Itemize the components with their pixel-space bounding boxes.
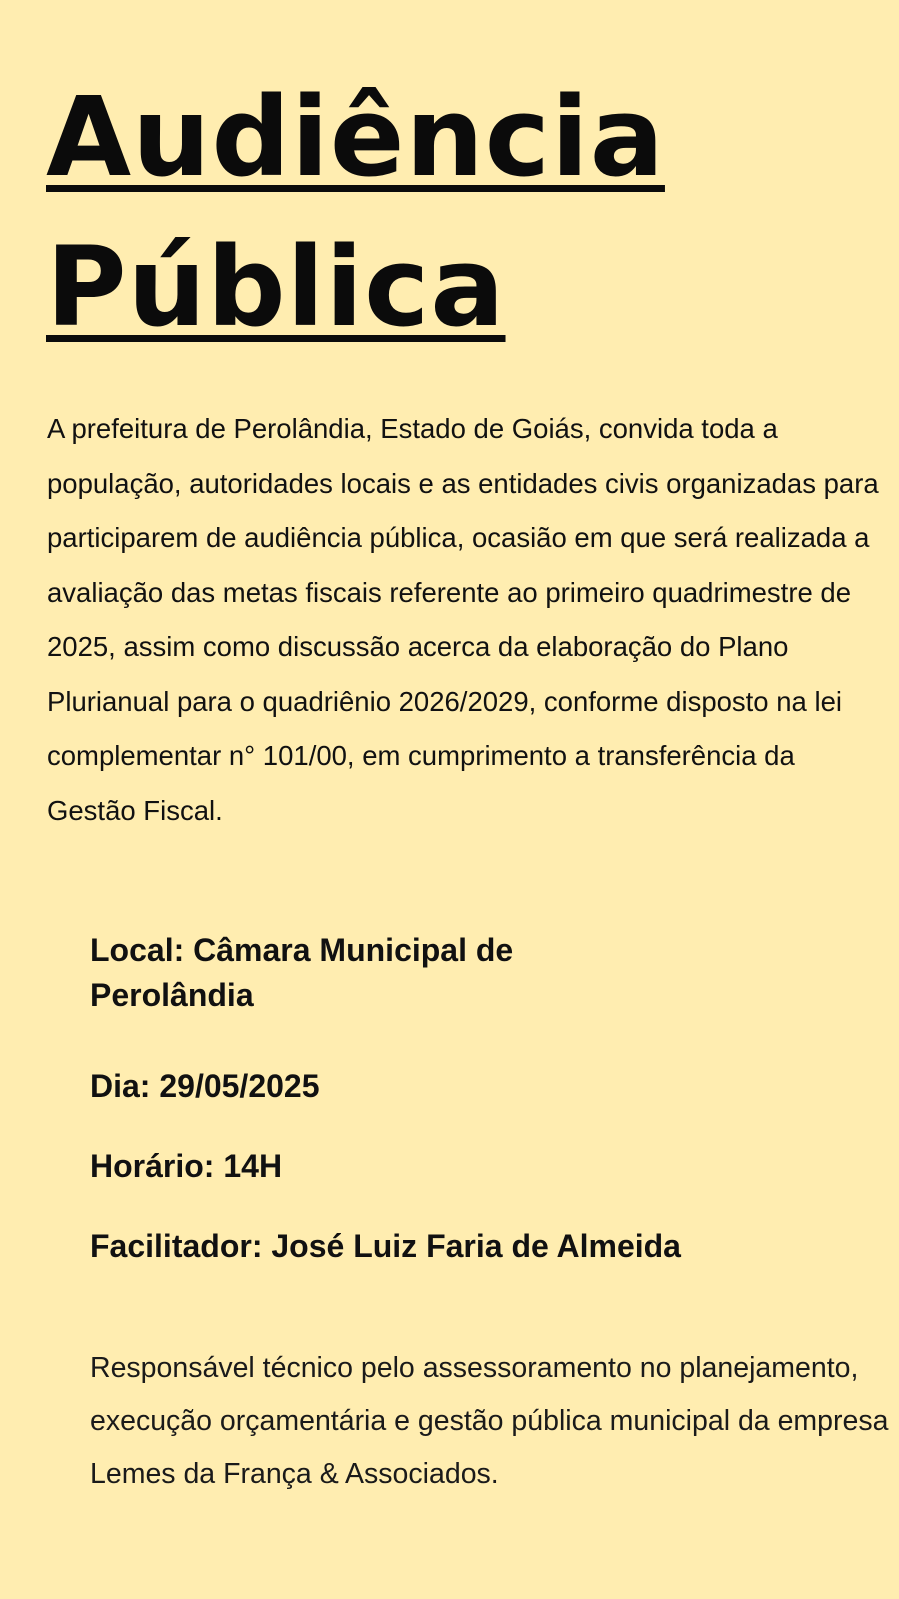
title-line-2: Pública: [46, 223, 506, 351]
intro-paragraph: A prefeitura de Perolândia, Estado de Goiás, convida toda a população, autoridades locais e as entidades civis organizadas para participarem de audiência pública, ocasião em que será realizada a avaliação das metas fiscais referente ao primeiro quadrimestre de 2025, assim como discussão acerca da elaboração do Plano Plurianual para o quadriênio 2026/2029, conforme disposto na lei complementar n° 101/00, em cumprimento a transferência da Gestão Fiscal.: [47, 413, 879, 826]
facilitator-detail: Facilitador: José Luiz Faria de Almeida: [90, 1228, 681, 1264]
responsible-note: Responsável técnico pelo assessoramento no planejamento, execução orçamentária e gestão pública municipal da empresa Lemes da França & Associados.: [90, 1352, 889, 1490]
time-detail: Horário: 14H: [90, 1148, 283, 1184]
local-detail: Local: Câmara Municipal de Perolândia: [90, 932, 514, 1013]
date-detail: Dia: 29/05/2025: [90, 1068, 320, 1104]
page-title: [46, 62, 665, 362]
title-line-1: Audiência: [46, 73, 665, 201]
